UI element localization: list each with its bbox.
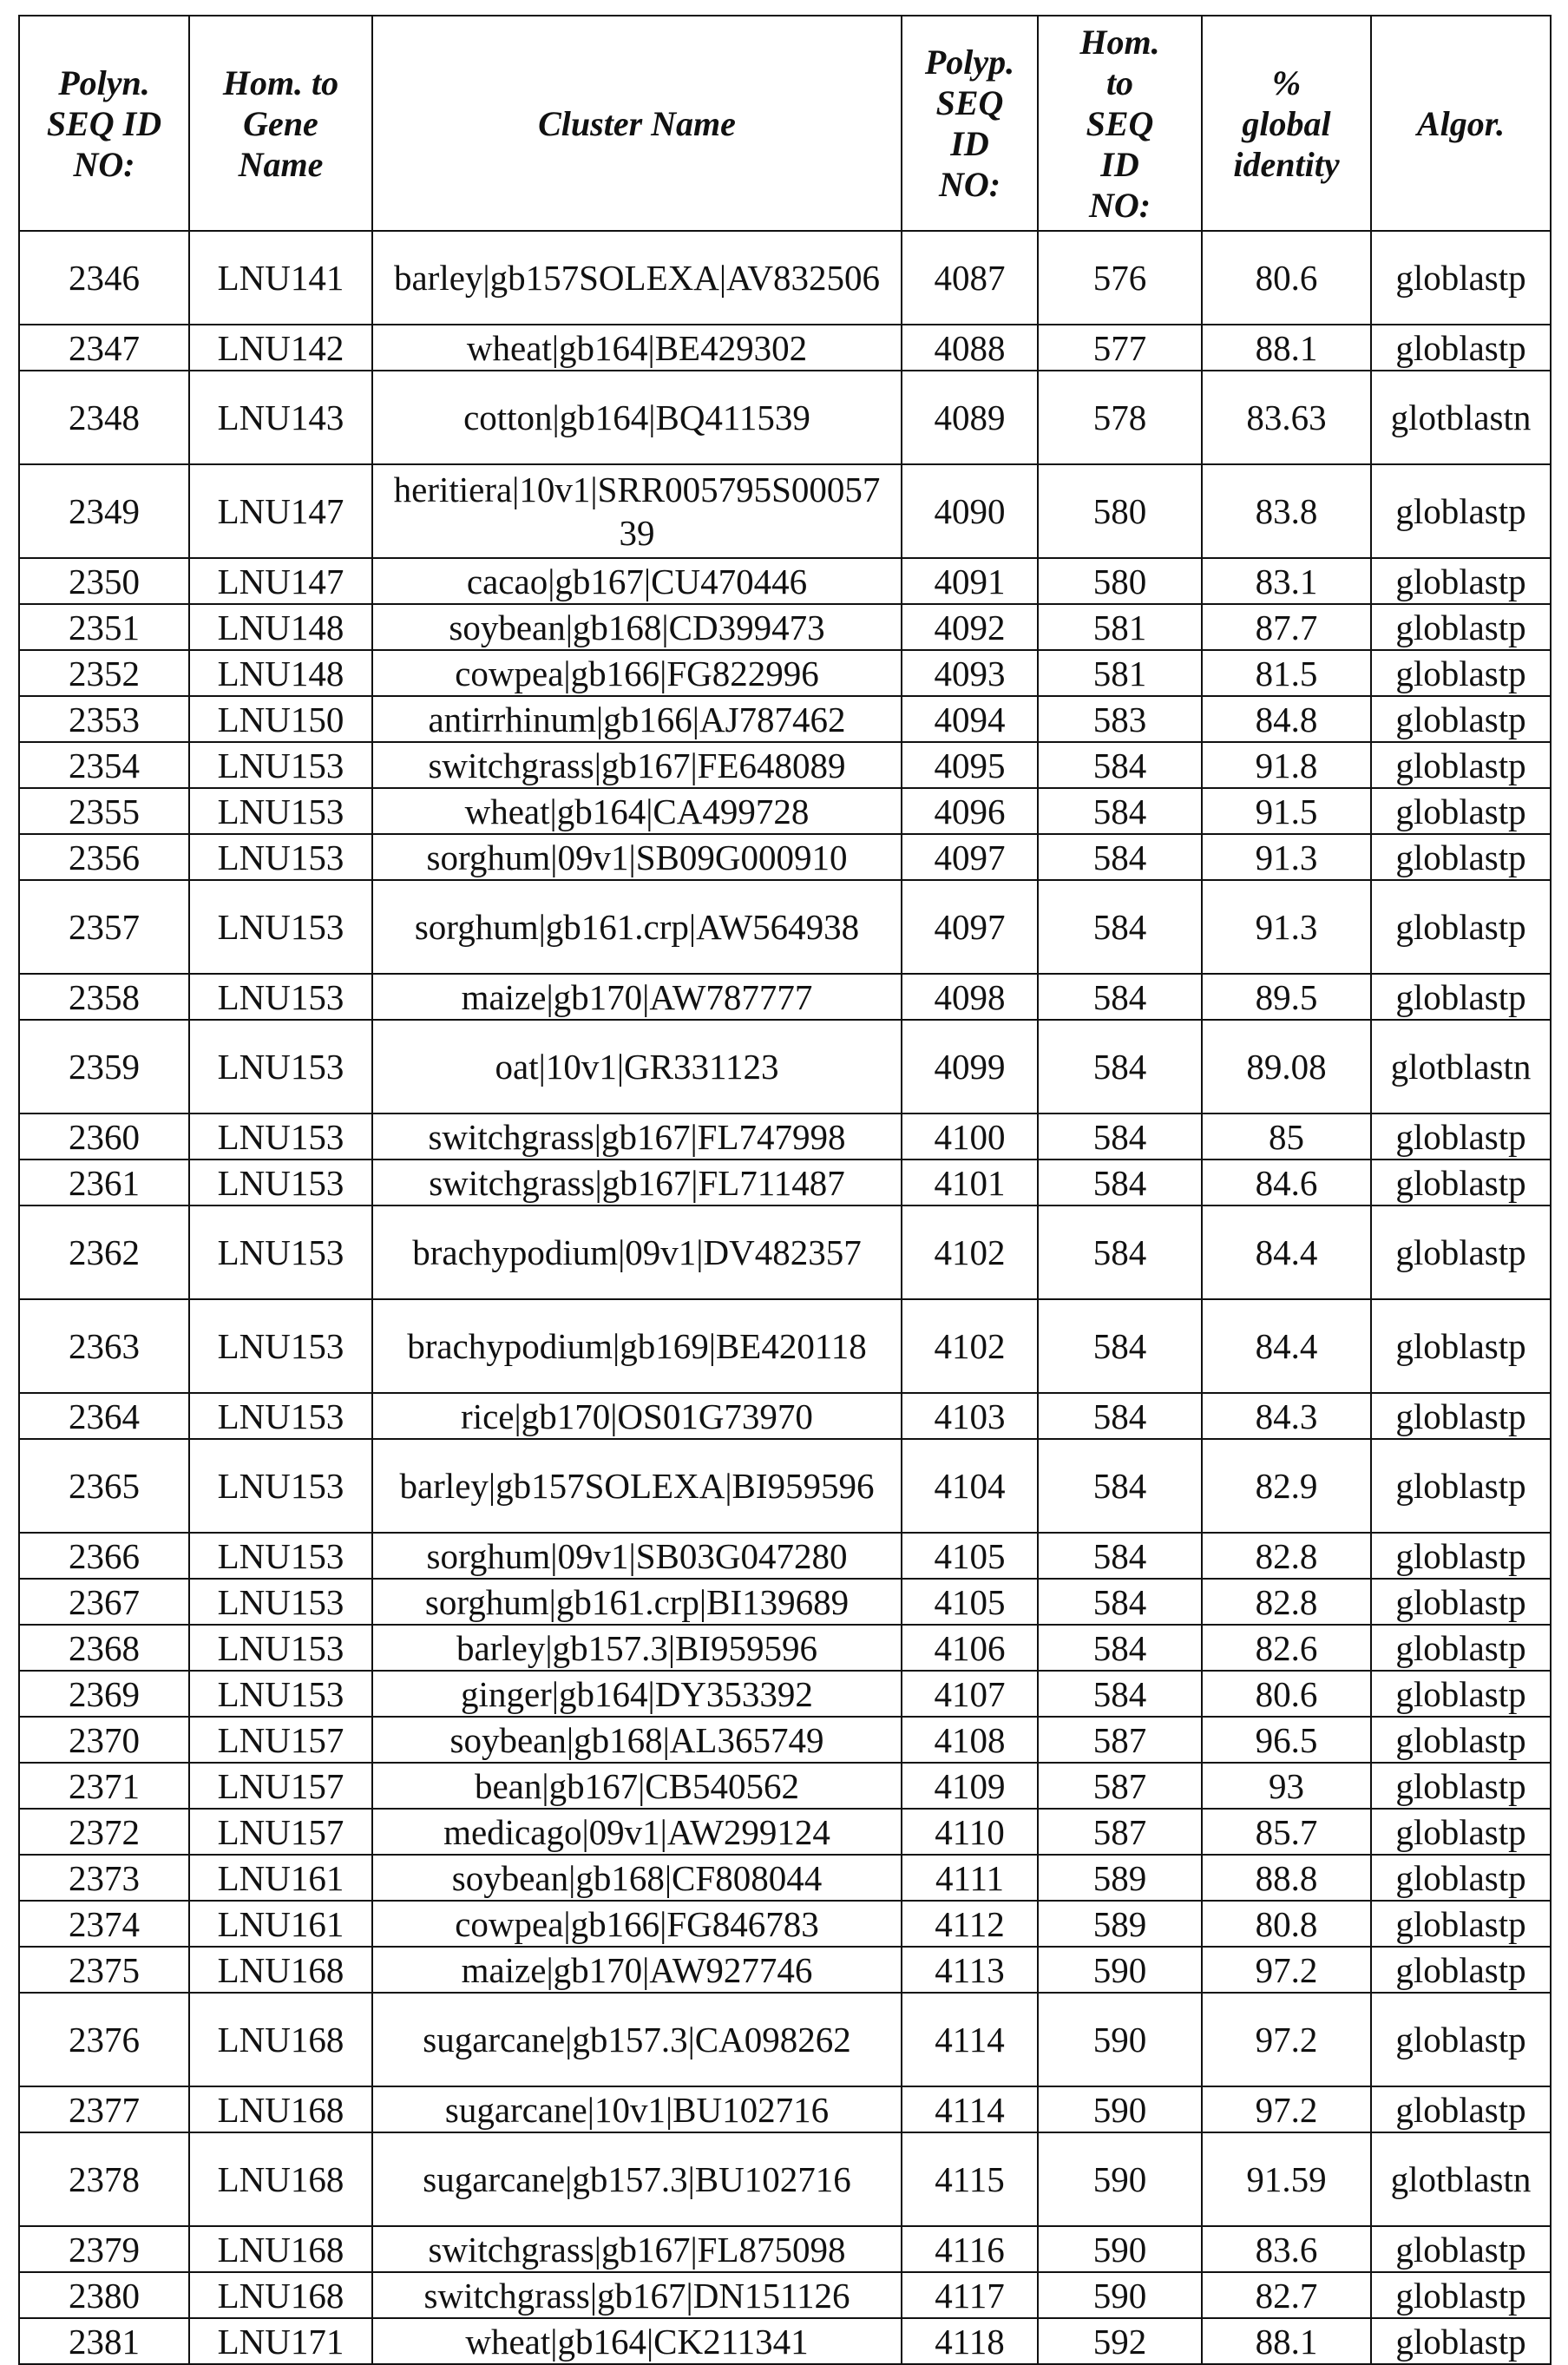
polyp-seq-id-cell: 4097: [902, 880, 1038, 974]
gene-name-cell: LNU171: [189, 2318, 372, 2364]
table-row: [19, 696, 1551, 742]
gene-name-cell: LNU153: [189, 1020, 372, 1114]
cluster-name-cell: maize|gb170|AW927746: [372, 1947, 902, 1993]
algorithm-cell: glotblastn: [1371, 1020, 1551, 1114]
polyp-seq-id-cell: 4118: [902, 2318, 1038, 2364]
polyn-seq-id-cell: 2376: [19, 1993, 189, 2086]
polyn-seq-id-cell: 2367: [19, 1579, 189, 1625]
global-identity-cell: 82.6: [1202, 1625, 1371, 1671]
polyn-seq-id-cell: 2361: [19, 1160, 189, 1205]
hom-seq-id-cell: 590: [1038, 2226, 1202, 2272]
polyp-seq-id-cell: 4111: [902, 1855, 1038, 1901]
cluster-name-cell: barley|gb157SOLEXA|AV832506: [372, 231, 902, 325]
global-identity-cell: 84.6: [1202, 1160, 1371, 1205]
header-row: [19, 16, 1551, 231]
cluster-name-cell: cotton|gb164|BQ411539: [372, 371, 902, 464]
global-identity-cell: 81.5: [1202, 650, 1371, 696]
algorithm-cell: globlastp: [1371, 1393, 1551, 1439]
algorithm-cell: globlastp: [1371, 1579, 1551, 1625]
global-identity-cell: 88.8: [1202, 1855, 1371, 1901]
global-identity-cell: 84.3: [1202, 1393, 1371, 1439]
polyn-seq-id-cell: 2375: [19, 1947, 189, 1993]
algorithm-cell: globlastp: [1371, 2272, 1551, 2318]
polyp-seq-id-cell: 4114: [902, 2086, 1038, 2132]
polyp-seq-id-cell: 4101: [902, 1160, 1038, 1205]
polyn-seq-id-cell: 2364: [19, 1393, 189, 1439]
header-polyp-seq-id: Polyp. SEQ ID NO:: [902, 16, 1038, 231]
global-identity-cell: 82.7: [1202, 2272, 1371, 2318]
polyn-seq-id-cell: 2352: [19, 650, 189, 696]
polyn-seq-id-cell: 2379: [19, 2226, 189, 2272]
global-identity-cell: 97.2: [1202, 2086, 1371, 2132]
gene-name-cell: LNU161: [189, 1855, 372, 1901]
cluster-name-cell: barley|gb157SOLEXA|BI959596: [372, 1439, 902, 1533]
cluster-name-cell: barley|gb157.3|BI959596: [372, 1625, 902, 1671]
cluster-name-cell: switchgrass|gb167|FL875098: [372, 2226, 902, 2272]
gene-name-cell: LNU168: [189, 2272, 372, 2318]
table-row: [19, 1625, 1551, 1671]
table-row: [19, 231, 1551, 325]
polyn-seq-id-cell: 2374: [19, 1901, 189, 1947]
hom-seq-id-cell: 590: [1038, 2132, 1202, 2226]
gene-name-cell: LNU168: [189, 2226, 372, 2272]
gene-name-cell: LNU143: [189, 371, 372, 464]
global-identity-cell: 93: [1202, 1763, 1371, 1809]
gene-name-cell: LNU168: [189, 1947, 372, 1993]
global-identity-cell: 89.5: [1202, 974, 1371, 1020]
hom-seq-id-cell: 580: [1038, 464, 1202, 558]
hom-seq-id-cell: 584: [1038, 1299, 1202, 1393]
polyp-seq-id-cell: 4093: [902, 650, 1038, 696]
polyn-seq-id-cell: 2366: [19, 1533, 189, 1579]
algorithm-cell: globlastp: [1371, 1855, 1551, 1901]
global-identity-cell: 91.8: [1202, 742, 1371, 788]
polyp-seq-id-cell: 4091: [902, 558, 1038, 604]
algorithm-cell: globlastp: [1371, 788, 1551, 834]
table-row: [19, 1901, 1551, 1947]
algorithm-cell: globlastp: [1371, 464, 1551, 558]
polyp-seq-id-cell: 4087: [902, 231, 1038, 325]
polyn-seq-id-cell: 2372: [19, 1809, 189, 1855]
cluster-name-cell: sugarcane|10v1|BU102716: [372, 2086, 902, 2132]
gene-name-cell: LNU153: [189, 1625, 372, 1671]
hom-seq-id-cell: 581: [1038, 604, 1202, 650]
global-identity-cell: 97.2: [1202, 1993, 1371, 2086]
global-identity-cell: 84.8: [1202, 696, 1371, 742]
polyp-seq-id-cell: 4103: [902, 1393, 1038, 1439]
algorithm-cell: globlastp: [1371, 1809, 1551, 1855]
algorithm-cell: globlastp: [1371, 1717, 1551, 1763]
table-row: [19, 788, 1551, 834]
gene-name-cell: LNU150: [189, 696, 372, 742]
polyn-seq-id-cell: 2365: [19, 1439, 189, 1533]
hom-seq-id-cell: 583: [1038, 696, 1202, 742]
polyn-seq-id-cell: 2354: [19, 742, 189, 788]
gene-name-cell: LNU157: [189, 1763, 372, 1809]
polyp-seq-id-cell: 4107: [902, 1671, 1038, 1717]
table-row: [19, 1993, 1551, 2086]
algorithm-cell: glotblastn: [1371, 371, 1551, 464]
cluster-name-cell: rice|gb170|OS01G73970: [372, 1393, 902, 1439]
gene-name-cell: LNU153: [189, 1114, 372, 1160]
polyp-seq-id-cell: 4106: [902, 1625, 1038, 1671]
global-identity-cell: 80.6: [1202, 231, 1371, 325]
algorithm-cell: globlastp: [1371, 650, 1551, 696]
hom-seq-id-cell: 584: [1038, 834, 1202, 880]
cluster-name-cell: maize|gb170|AW787777: [372, 974, 902, 1020]
polyn-seq-id-cell: 2356: [19, 834, 189, 880]
global-identity-cell: 82.9: [1202, 1439, 1371, 1533]
polyn-seq-id-cell: 2359: [19, 1020, 189, 1114]
gene-name-cell: LNU168: [189, 2086, 372, 2132]
polyn-seq-id-cell: 2353: [19, 696, 189, 742]
global-identity-cell: 91.3: [1202, 880, 1371, 974]
cluster-name-cell: sorghum|09v1|SB03G047280: [372, 1533, 902, 1579]
table-row: [19, 464, 1551, 558]
gene-name-cell: LNU147: [189, 558, 372, 604]
global-identity-cell: 82.8: [1202, 1579, 1371, 1625]
polyn-seq-id-cell: 2358: [19, 974, 189, 1020]
polyp-seq-id-cell: 4108: [902, 1717, 1038, 1763]
polyn-seq-id-cell: 2370: [19, 1717, 189, 1763]
polyp-seq-id-cell: 4090: [902, 464, 1038, 558]
polyp-seq-id-cell: 4114: [902, 1993, 1038, 2086]
polyn-seq-id-cell: 2360: [19, 1114, 189, 1160]
table-row: [19, 2086, 1551, 2132]
polyn-seq-id-cell: 2381: [19, 2318, 189, 2364]
header-cluster-name: Cluster Name: [372, 16, 902, 231]
polyp-seq-id-cell: 4097: [902, 834, 1038, 880]
table-row: [19, 558, 1551, 604]
hom-seq-id-cell: 590: [1038, 1947, 1202, 1993]
table-row: [19, 1299, 1551, 1393]
gene-name-cell: LNU168: [189, 2132, 372, 2226]
gene-name-cell: LNU153: [189, 788, 372, 834]
algorithm-cell: globlastp: [1371, 696, 1551, 742]
hom-seq-id-cell: 581: [1038, 650, 1202, 696]
cluster-name-cell: cacao|gb167|CU470446: [372, 558, 902, 604]
header-hom-seq-id: Hom. to SEQ ID NO:: [1038, 16, 1202, 231]
algorithm-cell: globlastp: [1371, 1625, 1551, 1671]
cluster-name-cell: heritiera|10v1|SRR005795S0005739: [372, 464, 902, 558]
hom-seq-id-cell: 590: [1038, 2272, 1202, 2318]
hom-seq-id-cell: 584: [1038, 1020, 1202, 1114]
polyp-seq-id-cell: 4104: [902, 1439, 1038, 1533]
table-row: [19, 371, 1551, 464]
algorithm-cell: globlastp: [1371, 742, 1551, 788]
table-row: [19, 1947, 1551, 1993]
gene-name-cell: LNU157: [189, 1809, 372, 1855]
table-row: [19, 1114, 1551, 1160]
hom-seq-id-cell: 584: [1038, 1205, 1202, 1299]
polyn-seq-id-cell: 2369: [19, 1671, 189, 1717]
cluster-name-cell: soybean|gb168|AL365749: [372, 1717, 902, 1763]
hom-seq-id-cell: 584: [1038, 974, 1202, 1020]
table-row: [19, 2272, 1551, 2318]
cluster-name-cell: cowpea|gb166|FG846783: [372, 1901, 902, 1947]
hom-seq-id-cell: 584: [1038, 1671, 1202, 1717]
global-identity-cell: 96.5: [1202, 1717, 1371, 1763]
cluster-name-cell: switchgrass|gb167|FL747998: [372, 1114, 902, 1160]
gene-name-cell: LNU153: [189, 1160, 372, 1205]
header-hom-gene-name: Hom. to Gene Name: [189, 16, 372, 231]
header-polyn-seq-id: Polyn. SEQ ID NO:: [19, 16, 189, 231]
algorithm-cell: globlastp: [1371, 974, 1551, 1020]
global-identity-cell: 91.5: [1202, 788, 1371, 834]
algorithm-cell: globlastp: [1371, 558, 1551, 604]
polyn-seq-id-cell: 2362: [19, 1205, 189, 1299]
polyp-seq-id-cell: 4113: [902, 1947, 1038, 1993]
polyp-seq-id-cell: 4094: [902, 696, 1038, 742]
gene-name-cell: LNU142: [189, 325, 372, 371]
table-row: [19, 1205, 1551, 1299]
hom-seq-id-cell: 584: [1038, 1579, 1202, 1625]
polyp-seq-id-cell: 4088: [902, 325, 1038, 371]
cluster-name-cell: wheat|gb164|CK211341: [372, 2318, 902, 2364]
global-identity-cell: 89.08: [1202, 1020, 1371, 1114]
hom-seq-id-cell: 584: [1038, 1114, 1202, 1160]
hom-seq-id-cell: 584: [1038, 1439, 1202, 1533]
algorithm-cell: globlastp: [1371, 1205, 1551, 1299]
cluster-name-cell: wheat|gb164|BE429302: [372, 325, 902, 371]
polyp-seq-id-cell: 4096: [902, 788, 1038, 834]
algorithm-cell: globlastp: [1371, 1947, 1551, 1993]
hom-seq-id-cell: 587: [1038, 1809, 1202, 1855]
table-row: [19, 1855, 1551, 1901]
global-identity-cell: 88.1: [1202, 2318, 1371, 2364]
header-global-identity: % global identity: [1202, 16, 1371, 231]
cluster-name-cell: bean|gb167|CB540562: [372, 1763, 902, 1809]
cluster-name-cell: sugarcane|gb157.3|BU102716: [372, 2132, 902, 2226]
algorithm-cell: globlastp: [1371, 231, 1551, 325]
table-row: [19, 1809, 1551, 1855]
hom-seq-id-cell: 584: [1038, 1625, 1202, 1671]
gene-name-cell: LNU153: [189, 742, 372, 788]
polyn-seq-id-cell: 2378: [19, 2132, 189, 2226]
polyn-seq-id-cell: 2346: [19, 231, 189, 325]
cluster-name-cell: sorghum|gb161.crp|BI139689: [372, 1579, 902, 1625]
algorithm-cell: globlastp: [1371, 2318, 1551, 2364]
polyp-seq-id-cell: 4105: [902, 1579, 1038, 1625]
polyp-seq-id-cell: 4102: [902, 1205, 1038, 1299]
global-identity-cell: 83.1: [1202, 558, 1371, 604]
polyp-seq-id-cell: 4098: [902, 974, 1038, 1020]
gene-name-cell: LNU157: [189, 1717, 372, 1763]
gene-name-cell: LNU153: [189, 834, 372, 880]
polyp-seq-id-cell: 4105: [902, 1533, 1038, 1579]
cluster-name-cell: oat|10v1|GR331123: [372, 1020, 902, 1114]
cluster-name-cell: switchgrass|gb167|DN151126: [372, 2272, 902, 2318]
global-identity-cell: 83.6: [1202, 2226, 1371, 2272]
gene-name-cell: LNU148: [189, 604, 372, 650]
polyn-seq-id-cell: 2377: [19, 2086, 189, 2132]
gene-name-cell: LNU168: [189, 1993, 372, 2086]
polyn-seq-id-cell: 2351: [19, 604, 189, 650]
polyn-seq-id-cell: 2350: [19, 558, 189, 604]
algorithm-cell: globlastp: [1371, 834, 1551, 880]
hom-seq-id-cell: 592: [1038, 2318, 1202, 2364]
gene-name-cell: LNU153: [189, 974, 372, 1020]
table-row: [19, 325, 1551, 371]
cluster-name-cell: brachypodium|09v1|DV482357: [372, 1205, 902, 1299]
gene-name-cell: LNU153: [189, 1205, 372, 1299]
cluster-name-cell: brachypodium|gb169|BE420118: [372, 1299, 902, 1393]
hom-seq-id-cell: 587: [1038, 1763, 1202, 1809]
table-row: [19, 1579, 1551, 1625]
global-identity-cell: 84.4: [1202, 1205, 1371, 1299]
hom-seq-id-cell: 584: [1038, 880, 1202, 974]
global-identity-cell: 85: [1202, 1114, 1371, 1160]
table-row: [19, 2132, 1551, 2226]
polyp-seq-id-cell: 4102: [902, 1299, 1038, 1393]
algorithm-cell: globlastp: [1371, 2226, 1551, 2272]
algorithm-cell: globlastp: [1371, 2086, 1551, 2132]
cluster-name-cell: switchgrass|gb167|FL711487: [372, 1160, 902, 1205]
polyp-seq-id-cell: 4099: [902, 1020, 1038, 1114]
global-identity-cell: 80.8: [1202, 1901, 1371, 1947]
global-identity-cell: 97.2: [1202, 1947, 1371, 1993]
polyp-seq-id-cell: 4115: [902, 2132, 1038, 2226]
hom-seq-id-cell: 589: [1038, 1855, 1202, 1901]
homolog-table: [18, 15, 1552, 2365]
polyn-seq-id-cell: 2357: [19, 880, 189, 974]
gene-name-cell: LNU153: [189, 1299, 372, 1393]
algorithm-cell: globlastp: [1371, 1439, 1551, 1533]
algorithm-cell: globlastp: [1371, 1763, 1551, 1809]
global-identity-cell: 80.6: [1202, 1671, 1371, 1717]
cluster-name-cell: cowpea|gb166|FG822996: [372, 650, 902, 696]
cluster-name-cell: soybean|gb168|CD399473: [372, 604, 902, 650]
global-identity-cell: 83.8: [1202, 464, 1371, 558]
table-body: [19, 231, 1551, 2364]
header-algorithm: Algor.: [1371, 16, 1551, 231]
table-row: [19, 742, 1551, 788]
global-identity-cell: 84.4: [1202, 1299, 1371, 1393]
table-row: [19, 1393, 1551, 1439]
algorithm-cell: globlastp: [1371, 1114, 1551, 1160]
polyp-seq-id-cell: 4109: [902, 1763, 1038, 1809]
polyp-seq-id-cell: 4089: [902, 371, 1038, 464]
cluster-name-cell: switchgrass|gb167|FE648089: [372, 742, 902, 788]
algorithm-cell: globlastp: [1371, 604, 1551, 650]
polyp-seq-id-cell: 4100: [902, 1114, 1038, 1160]
table-row: [19, 1020, 1551, 1114]
polyn-seq-id-cell: 2373: [19, 1855, 189, 1901]
polyn-seq-id-cell: 2348: [19, 371, 189, 464]
table-row: [19, 604, 1551, 650]
hom-seq-id-cell: 580: [1038, 558, 1202, 604]
polyp-seq-id-cell: 4112: [902, 1901, 1038, 1947]
polyp-seq-id-cell: 4095: [902, 742, 1038, 788]
algorithm-cell: globlastp: [1371, 1993, 1551, 2086]
table-row: [19, 880, 1551, 974]
polyn-seq-id-cell: 2349: [19, 464, 189, 558]
polyp-seq-id-cell: 4092: [902, 604, 1038, 650]
table-row: [19, 1533, 1551, 1579]
gene-name-cell: LNU161: [189, 1901, 372, 1947]
cluster-name-cell: ginger|gb164|DY353392: [372, 1671, 902, 1717]
hom-seq-id-cell: 589: [1038, 1901, 1202, 1947]
table-row: [19, 2318, 1551, 2364]
global-identity-cell: 87.7: [1202, 604, 1371, 650]
cluster-name-cell: sorghum|09v1|SB09G000910: [372, 834, 902, 880]
hom-seq-id-cell: 584: [1038, 788, 1202, 834]
cluster-name-cell: sorghum|gb161.crp|AW564938: [372, 880, 902, 974]
table-row: [19, 1763, 1551, 1809]
algorithm-cell: globlastp: [1371, 1160, 1551, 1205]
table-row: [19, 1671, 1551, 1717]
table-row: [19, 974, 1551, 1020]
global-identity-cell: 82.8: [1202, 1533, 1371, 1579]
gene-name-cell: LNU153: [189, 1393, 372, 1439]
gene-name-cell: LNU153: [189, 1579, 372, 1625]
gene-name-cell: LNU153: [189, 1671, 372, 1717]
table-row: [19, 650, 1551, 696]
cluster-name-cell: medicago|09v1|AW299124: [372, 1809, 902, 1855]
global-identity-cell: 85.7: [1202, 1809, 1371, 1855]
cluster-name-cell: wheat|gb164|CA499728: [372, 788, 902, 834]
polyp-seq-id-cell: 4116: [902, 2226, 1038, 2272]
algorithm-cell: globlastp: [1371, 1299, 1551, 1393]
cluster-name-cell: antirrhinum|gb166|AJ787462: [372, 696, 902, 742]
table-row: [19, 1439, 1551, 1533]
hom-seq-id-cell: 577: [1038, 325, 1202, 371]
table-row: [19, 2226, 1551, 2272]
polyn-seq-id-cell: 2347: [19, 325, 189, 371]
algorithm-cell: globlastp: [1371, 880, 1551, 974]
polyp-seq-id-cell: 4117: [902, 2272, 1038, 2318]
gene-name-cell: LNU153: [189, 1439, 372, 1533]
hom-seq-id-cell: 584: [1038, 1160, 1202, 1205]
global-identity-cell: 91.3: [1202, 834, 1371, 880]
global-identity-cell: 91.59: [1202, 2132, 1371, 2226]
hom-seq-id-cell: 590: [1038, 2086, 1202, 2132]
hom-seq-id-cell: 578: [1038, 371, 1202, 464]
hom-seq-id-cell: 590: [1038, 1993, 1202, 2086]
algorithm-cell: globlastp: [1371, 325, 1551, 371]
gene-name-cell: LNU153: [189, 1533, 372, 1579]
table-row: [19, 1160, 1551, 1205]
global-identity-cell: 88.1: [1202, 325, 1371, 371]
gene-name-cell: LNU147: [189, 464, 372, 558]
hom-seq-id-cell: 584: [1038, 1533, 1202, 1579]
polyn-seq-id-cell: 2380: [19, 2272, 189, 2318]
table-row: [19, 834, 1551, 880]
algorithm-cell: globlastp: [1371, 1671, 1551, 1717]
global-identity-cell: 83.63: [1202, 371, 1371, 464]
hom-seq-id-cell: 587: [1038, 1717, 1202, 1763]
cluster-name-cell: soybean|gb168|CF808044: [372, 1855, 902, 1901]
table-row: [19, 1717, 1551, 1763]
gene-name-cell: LNU153: [189, 880, 372, 974]
algorithm-cell: glotblastn: [1371, 2132, 1551, 2226]
algorithm-cell: globlastp: [1371, 1533, 1551, 1579]
polyn-seq-id-cell: 2371: [19, 1763, 189, 1809]
gene-name-cell: LNU148: [189, 650, 372, 696]
gene-name-cell: LNU141: [189, 231, 372, 325]
polyn-seq-id-cell: 2355: [19, 788, 189, 834]
algorithm-cell: globlastp: [1371, 1901, 1551, 1947]
polyp-seq-id-cell: 4110: [902, 1809, 1038, 1855]
hom-seq-id-cell: 584: [1038, 1393, 1202, 1439]
cluster-name-cell: sugarcane|gb157.3|CA098262: [372, 1993, 902, 2086]
hom-seq-id-cell: 584: [1038, 742, 1202, 788]
hom-seq-id-cell: 576: [1038, 231, 1202, 325]
polyn-seq-id-cell: 2368: [19, 1625, 189, 1671]
polyn-seq-id-cell: 2363: [19, 1299, 189, 1393]
